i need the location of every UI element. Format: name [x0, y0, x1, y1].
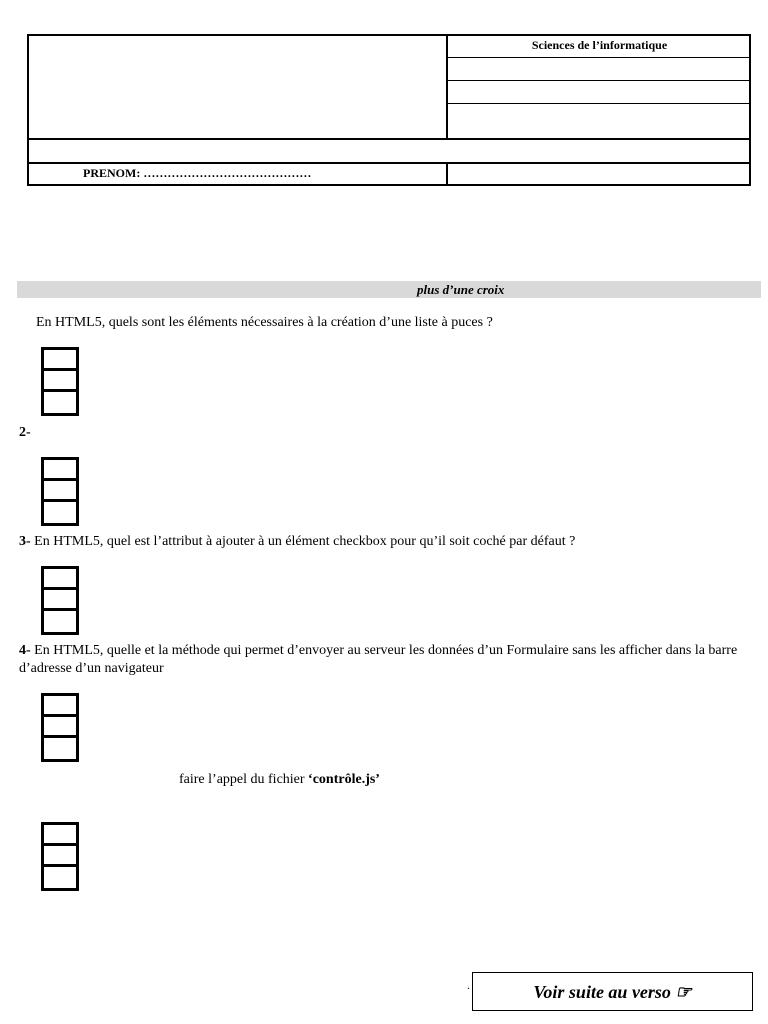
header-divider-vertical — [446, 164, 448, 184]
answer-checkbox[interactable] — [44, 738, 76, 759]
question-number: 4- — [19, 643, 31, 658]
verso-notice: Voir suite au verso ☞ — [472, 972, 753, 1011]
instruction-banner — [17, 281, 761, 298]
question-3-text: 3- En HTML5, quel est l’attribut à ajouter à un élément checkbox pour qu’il soit coché par défaut ? — [19, 534, 576, 549]
header-row-line — [448, 103, 751, 104]
question-1-text: En HTML5, quels sont les éléments nécessaires à la création d’une liste à puces ? — [36, 315, 493, 330]
answer-checkbox[interactable] — [44, 460, 76, 481]
footer-mark: . — [467, 978, 470, 992]
question-2-text — [19, 424, 31, 442]
question-5-text: faire l’appel du fichier ‘contrôle.js’ — [179, 772, 380, 787]
header-table — [27, 34, 751, 186]
answer-checkbox[interactable] — [44, 696, 76, 717]
answer-checkbox-group-5[interactable] — [41, 822, 79, 891]
answer-checkbox[interactable] — [44, 481, 76, 502]
answer-checkbox[interactable] — [44, 502, 76, 523]
answer-checkbox[interactable] — [44, 867, 76, 888]
answer-checkbox[interactable] — [44, 846, 76, 867]
answer-checkbox[interactable] — [44, 825, 76, 846]
header-row-line — [448, 80, 751, 81]
question-4-text: 4- En HTML5, quelle et la méthode qui permet d’envoyer au serveur les données d’un Formulaire sans les afficher dans la barre d’adresse d’un navigateur — [19, 643, 738, 676]
answer-checkbox[interactable] — [44, 590, 76, 611]
instruction-text: plus d’une croix — [417, 282, 505, 297]
answer-checkbox[interactable] — [44, 569, 76, 590]
answer-checkbox-group-2[interactable] — [41, 457, 79, 526]
question-number: 3- — [19, 534, 31, 549]
answer-checkbox[interactable] — [44, 371, 76, 392]
question-number: 2- — [19, 425, 31, 440]
header-row-line — [29, 138, 749, 140]
answer-checkbox[interactable] — [44, 392, 76, 413]
answer-checkbox-group-1[interactable] — [41, 347, 79, 416]
subject-title: Sciences de l’informatique — [531, 38, 668, 52]
answer-checkbox[interactable] — [44, 350, 76, 371]
prenom-field: PRENOM: …………………………………… — [83, 166, 312, 180]
answer-checkbox[interactable] — [44, 611, 76, 632]
answer-checkbox[interactable] — [44, 717, 76, 738]
answer-checkbox-group-3[interactable] — [41, 566, 79, 635]
filename-text: ‘contrôle.js’ — [308, 772, 380, 787]
answer-checkbox-group-4[interactable] — [41, 693, 79, 762]
